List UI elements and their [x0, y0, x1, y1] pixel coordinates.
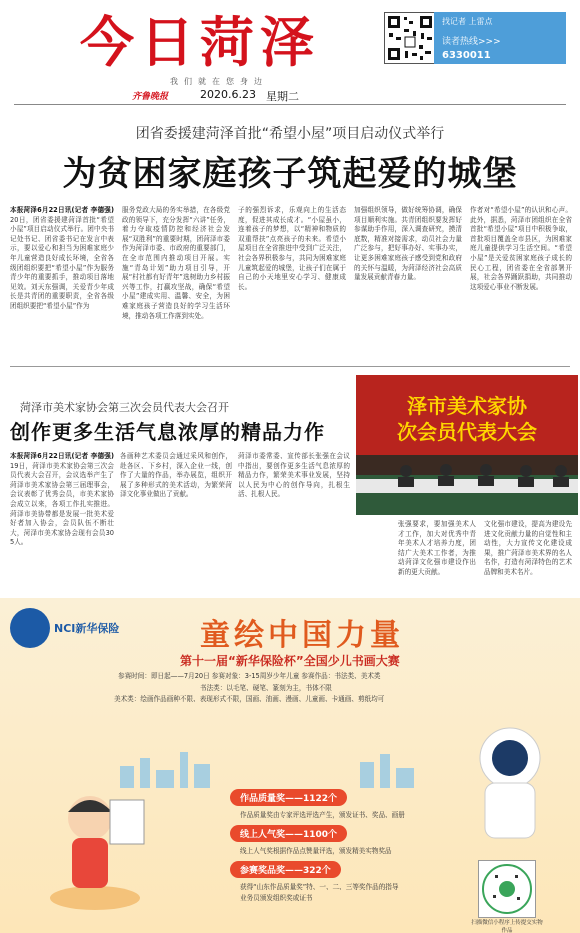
story1-column-1 — [10, 206, 114, 356]
advertisement — [0, 598, 580, 933]
story2-byline: 本报菏泽6月22日讯(记者 李德强) — [10, 452, 114, 460]
story1-byline: 本报菏泽6月22日讯(记者 李德强) — [10, 206, 114, 214]
prize-3-text-2: 业务员颁发组织奖或证书 — [240, 894, 313, 902]
hotline-number: 6330011 — [442, 50, 491, 61]
story2-column-5: 文化强市建设，提高为建设先进文化贡献力量的自觉性和主动性，大力宣传文化建设成果，推广菏泽市美术界的名人名作，打造有菏泽特色的艺术品牌和美术名片。 — [484, 520, 572, 576]
reader-hotline-box — [434, 12, 566, 64]
astronaut-illustration — [440, 708, 570, 858]
prize-list — [230, 786, 440, 902]
story2-column-3: 菏泽市委常委、宣传部长张强在会议中指出，要创作更多生活气息浓厚的精品力作，繁荣美术事业发展，坚持以人民为中心的创作导向，扎根生活、扎根人民。 — [238, 452, 350, 499]
story2-column-4: 张强要求，要加强美术人才工作，加大对优秀中青年美术人才培养力度，团结广大美术工作者，为推动菏泽文化强市建设作出新的更大贡献。 — [398, 520, 476, 576]
masthead-slogan: 我们就在您身边 — [170, 77, 268, 86]
divider — [14, 104, 566, 105]
brand-name: NCI新华保险 — [54, 622, 120, 635]
prize-3-text: 获得“山东作品质量奖”特、一、二、三等奖作品的指导 — [240, 883, 399, 891]
ad-info-1: 参赛时间：即日起——7月20日 参赛对象：3-15周岁少年儿童 参赛作品：书法类、美术类 — [118, 672, 381, 680]
hotline-line1: 找记者 上雷点 — [442, 17, 493, 26]
story2-col1-text: 19日，菏泽市美术家协会第三次会员代表大会召开，会议选举产生了菏泽市美术家协会第三届理事会，会议表彰了优秀会员，市美术家协会成立以来，各项工作扎实推进。菏泽市美协带都是发展一批美术爱好者加入协会，会员队伍不断壮大，菏泽市美术家协会现有会员305人。 — [10, 461, 114, 547]
sub-logo: 齐鲁晚报 — [132, 92, 169, 102]
story1-column-5: 作者对“希望小屋”的认识和心声。此外，据悉，菏泽市团组织在全省首批“希望小屋”项目中积极争取，首批项目覆盖全市县区，为困难家庭儿童提供学习生活空间。“希望小屋”是关爱贫困家庭孩子成长的民心工程，团省委在全省部署开展，社会各界踊跃捐助，共同推动这项爱心事业不断发展。 — [470, 206, 572, 291]
hotline-line2: 读者热线>>> — [442, 37, 501, 47]
qr-code-icon — [384, 12, 436, 64]
photo-banner-line1: 泽市美术家协 — [407, 394, 527, 418]
prize-1-text: 作品质量奖由专家评选评选产生，颁发证书、奖品、画册 — [240, 811, 405, 819]
story1-column-2: 服务党政大局的务实举措，在各级党政的领导下，充分发挥“六讲”任务，着力夺取疫情防控和经济社会发展“双胜利”的重要时期，团菏泽市委作为菏泽市委、市政府的重要部门，在全市范围内推动项目开展。实施“青岛计划”助力项目引导，开展“村社都有好青年”选树助力乡村振兴等工作，打赢攻坚战，确保“希望小屋”建成实用、温馨、安全，为困难家庭孩子营造良好的学习生活环境，推动各项工作落到实处。 — [122, 206, 230, 320]
skyline-illustration — [110, 748, 450, 788]
divider — [10, 366, 570, 367]
story2-column-1 — [10, 452, 114, 592]
story1-column-4: 加强组织领导，做好统筹协调，确保项目顺利实施。共青团组织要发挥好参谋助手作用，深入调查研究，摸清底数，精准对接需求，动员社会力量广泛参与，把好事办好、实事办实，让更多困难家庭孩子感受到党和政府的关怀与温暖，为菏泽经济社会高质量发展贡献青春力量。 — [354, 206, 462, 282]
issue-weekday: 星期二 — [266, 90, 299, 103]
story2-column-2: 各画种艺术委员会通过采风和创作，赴各区、下乡村，深入企业一线，创作了大量的作品，举办展览，组织开展了多种形式的美术活动，为繁荣菏泽文化事业做出了贡献。 — [120, 452, 232, 499]
meeting-photo — [356, 375, 578, 515]
masthead-title: 今日菏泽 — [80, 11, 320, 74]
prize-2-title: 线上人气奖——1100个 — [230, 825, 347, 842]
ad-title: 童绘中国力量 — [200, 618, 404, 653]
story1-column-3: 子的强烈诉求，乐观向上的生活态度，促进其成长成才。“小屋虽小，连着孩子的梦想，以“精神和物质的双重帮扶”点亮孩子的未来。希望小屋项目在全省推进中受到广泛关注，社会各界积极参与，共同为困难家庭儿童筑起爱的城堡，让孩子们在属于自己的小天地里安心学习、健康成长。 — [238, 206, 346, 291]
qr-code-icon — [478, 860, 536, 918]
story2-subtitle: 菏泽市美术家协会第三次会员代表大会召开 — [20, 401, 229, 414]
prize-3-title: 参赛奖品奖——322个 — [230, 861, 341, 878]
story1-subtitle: 团省委援建菏泽首批“希望小屋”项目启动仪式举行 — [135, 126, 445, 142]
issue-date: 2020.6.23 — [200, 88, 256, 101]
story1-title: 为贫困家庭孩子筑起爱的城堡 — [62, 154, 518, 194]
prize-1-title: 作品质量奖——1122个 — [230, 789, 347, 806]
ad-subtitle: 第十一届“新华保险杯”全国少儿书画大赛 — [180, 654, 400, 668]
masthead — [0, 0, 580, 103]
story2-title: 创作更多生活气息浓厚的精品力作 — [10, 420, 325, 444]
ad-info-3: 美术类：绘画作品画种不限、表现形式不限，国画、油画、漫画、儿童画、卡通画、剪纸均可 — [114, 695, 385, 703]
story1-col1-text: 20日，团省委援建菏泽首批“希望小屋”项目启动仪式举行。团中央书记处书记、团省委书记在发言中表示，要以爱心和担当为困难家庭少年儿童营造良好成长环境，全省各级团组织要把“希望小屋”作为服务青少年的重要抓手，推动项目落地见效。刘天东强调，关爱青少年成长是共青团的重要职责，全省各级团组织要把“希望小屋”作为 — [10, 215, 114, 310]
brand-logo-icon — [10, 608, 50, 648]
photo-banner-line2: 次会员代表大会 — [397, 420, 537, 444]
ad-info-2: 书法类：以毛笔、硬笔、篆刻为主，书体不限 — [200, 684, 332, 692]
ad-qr-caption: 扫描微信小程序上传提交实物作品 — [471, 920, 543, 933]
prize-2-text: 线上人气奖根据作品点赞量评选，颁发精美实物奖品 — [240, 847, 392, 855]
child-painter-illustration — [40, 708, 150, 918]
